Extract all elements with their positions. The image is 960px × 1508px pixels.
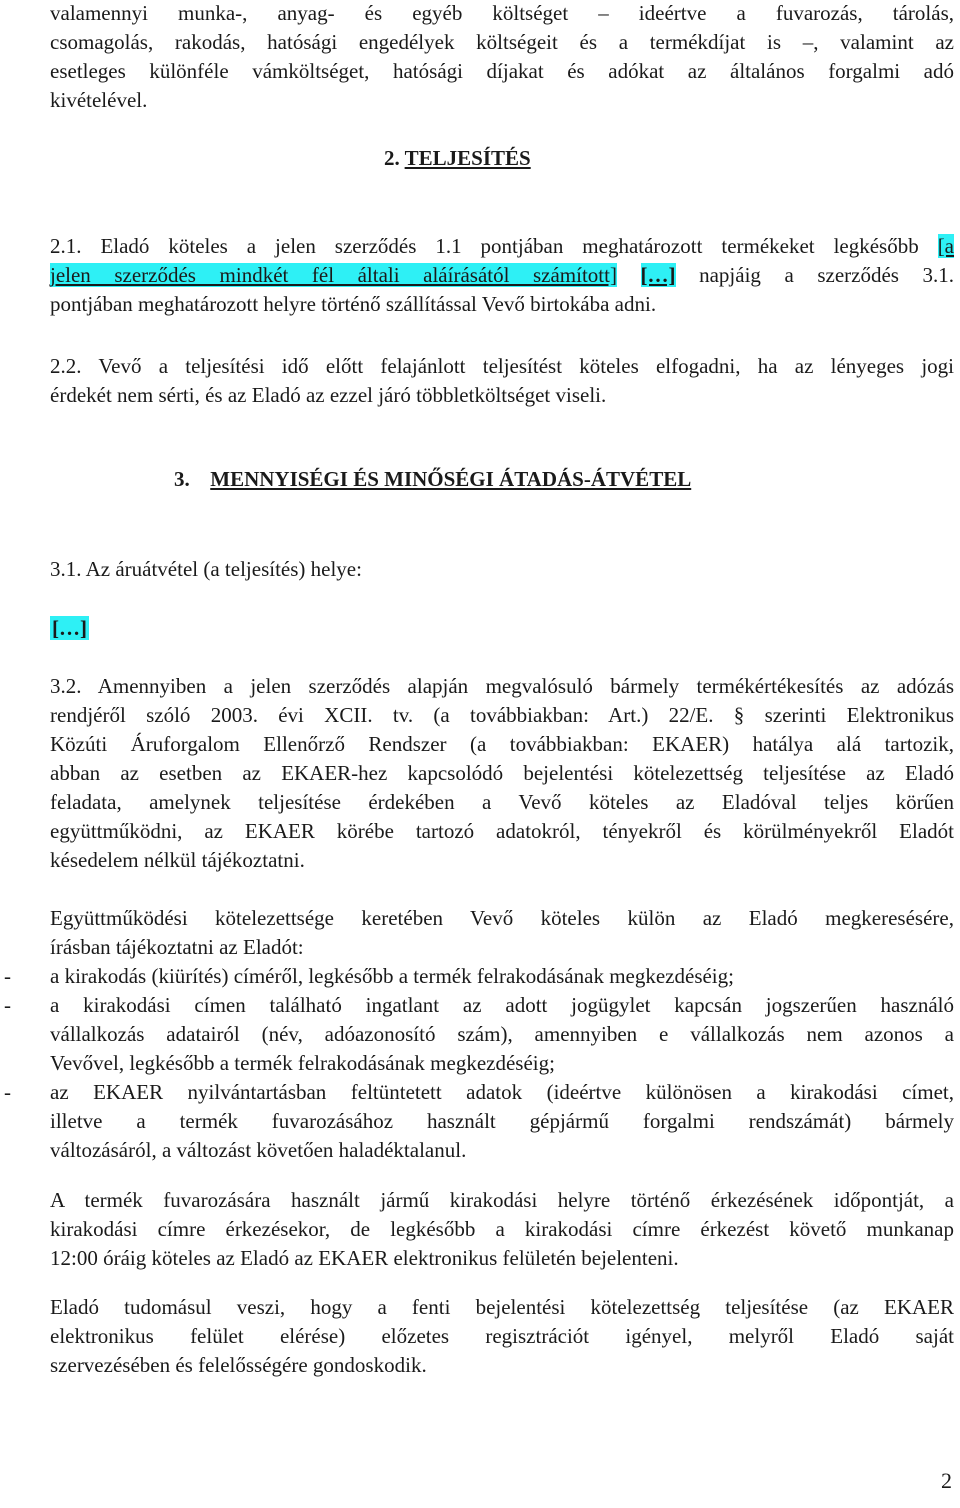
list-item-line: a kirakodási címen található ingatlant az adott jogügylet kapcsán jogszerűen használó: [50, 993, 954, 1017]
list-item-line: illetve a termék fuvarozásához használt gépjármű forgalmi rendszámát) bármely: [50, 1109, 954, 1133]
list-item-line: változásáról, a változást követően haladéktalanul.: [50, 1138, 467, 1162]
clause-2-1-text: napjáig a szerződés 3.1.: [699, 263, 955, 287]
intro-line: valamennyi munka-, anyag- és egyéb költséget – ideértve a fuvarozás, tárolás,: [50, 1, 954, 25]
section-3-title: MENNYISÉGI ÉS MINŐSÉGI ÁTADÁS-ÁTVÉTEL: [210, 467, 692, 491]
arrival-paragraph: [50, 1186, 954, 1273]
registration-paragraph: [50, 1293, 954, 1380]
paragraph-line: Eladó tudomásul veszi, hogy a fenti bejelentési kötelezettség teljesítése (az EKAER: [50, 1295, 954, 1319]
clause-2-2: [50, 352, 954, 410]
paragraph-line: írásban tájékoztatni az Eladót:: [50, 935, 304, 959]
clause-line: [50, 261, 954, 290]
paragraph-line: 12:00 óráig köteles az Eladó az EKAER elektronikus felületén bejelenteni.: [50, 1246, 679, 1270]
list-item: [4, 1078, 954, 1165]
paragraph-line: Együttműködési kötelezettsége keretében Vevő köteles külön az Eladó megkeresésére,: [50, 906, 954, 930]
paragraph-line: szervezésében és felelősségére gondoskodik.: [50, 1353, 427, 1377]
clause-line: 2.2. Vevő a teljesítési idő előtt felajánlott teljesítést köteles elfogadni, ha az lényeges jogi: [50, 354, 954, 378]
list-dash: -: [4, 1080, 11, 1104]
clause-line: Közúti Áruforgalom Ellenőrző Rendszer (a továbbiakban: EKAER) hatálya alá tartozik,: [50, 732, 954, 756]
section-3-heading: [174, 467, 691, 492]
clause-3-2: [50, 672, 954, 875]
cooperation-paragraph: [50, 904, 954, 962]
intro-line: kivételével.: [50, 88, 148, 112]
clause-line: pontjában meghatározott helyre történő szállítással Vevő birtokába adni.: [50, 292, 657, 316]
list-item-line: a kirakodás (kiürítés) címéről, legkésőbb a termék felrakodásának megkezdéséig;: [50, 964, 734, 988]
clause-2-1-text: 2.1. Eladó köteles a jelen szerződés 1.1 pontjában meghatározott termékeket legkésőbb: [50, 234, 919, 258]
intro-line: esetleges különféle vámköltséget, hatósági díjakat és adókat az általános forgalmi adó: [50, 59, 954, 83]
clause-line: feladata, amelynek teljesítése érdekében a Vevő köteles az Eladóval teljes körűen: [50, 790, 954, 814]
highlighted-placeholder: jelen szerződés mindkét fél általi aláírásától számított]: [50, 263, 617, 287]
list-dash: -: [4, 993, 11, 1017]
paragraph-line: A termék fuvarozására használt jármű kirakodási helyre történő érkezésének időpontját, a: [50, 1188, 954, 1212]
clause-line: együttműködni, az EKAER körébe tartozó adatokról, tényekről és körülményekről Eladót: [50, 819, 954, 843]
clause-line: rendjéről szóló 2003. évi XCII. tv. (a továbbiakban: Art.) 22/E. § szerinti Elektronikus: [50, 703, 954, 727]
highlighted-placeholder: […]: [640, 263, 676, 287]
clause-line: abban az esetben az EKAER-hez kapcsolódó bejelentési kötelezettség teljesítése az Eladó: [50, 761, 954, 785]
clause-line: érdekét nem sérti, és az Eladó az ezzel járó többletköltséget viseli.: [50, 383, 607, 407]
list-item-line: vállalkozás adatairól (név, adóazonosító szám), amennyiben e vállalkozás nem azonos a: [50, 1022, 954, 1046]
page-number: 2: [941, 1468, 952, 1493]
section-2-heading: [384, 146, 531, 171]
clause-3-1-placeholder: [50, 614, 89, 643]
intro-paragraph: [50, 0, 954, 115]
obligation-list: [4, 962, 954, 1165]
list-dash: -: [4, 964, 11, 988]
clause-3-1: [50, 555, 954, 584]
section-3-number: 3.: [174, 467, 190, 491]
paragraph-line: elektronikus felület elérése) előzetes regisztrációt igényel, melyről Eladó saját: [50, 1324, 954, 1348]
clause-line: 3.1. Az áruátvétel (a teljesítés) helye:: [50, 557, 362, 581]
section-2-number: 2.: [384, 146, 400, 170]
clause-2-1: [50, 232, 954, 319]
list-item: [4, 962, 954, 991]
clause-line: 3.2. Amennyiben a jelen szerződés alapján megvalósuló bármely termékértékesítés az adózás: [50, 674, 954, 698]
paragraph-line: kirakodási címre érkezésekor, de legkésőbb a kirakodási címre érkezést követő munkanap: [50, 1217, 954, 1241]
highlighted-placeholder: […]: [52, 616, 87, 640]
section-2-title: TELJESÍTÉS: [404, 146, 531, 170]
highlighted-placeholder: [a: [937, 234, 955, 258]
clause-line: késedelem nélkül tájékoztatni.: [50, 848, 305, 872]
list-item-line: Vevővel, legkésőbb a termék felrakodásának megkezdéséig;: [50, 1051, 555, 1075]
list-item: [4, 991, 954, 1078]
clause-line: [50, 232, 954, 261]
list-item-line: az EKAER nyilvántartásban feltüntetett adatok (ideértve különösen a kirakodási címet,: [50, 1080, 954, 1104]
intro-line: csomagolás, rakodás, hatósági engedélyek költségeit és a termékdíjat is –, valamint az: [50, 30, 954, 54]
